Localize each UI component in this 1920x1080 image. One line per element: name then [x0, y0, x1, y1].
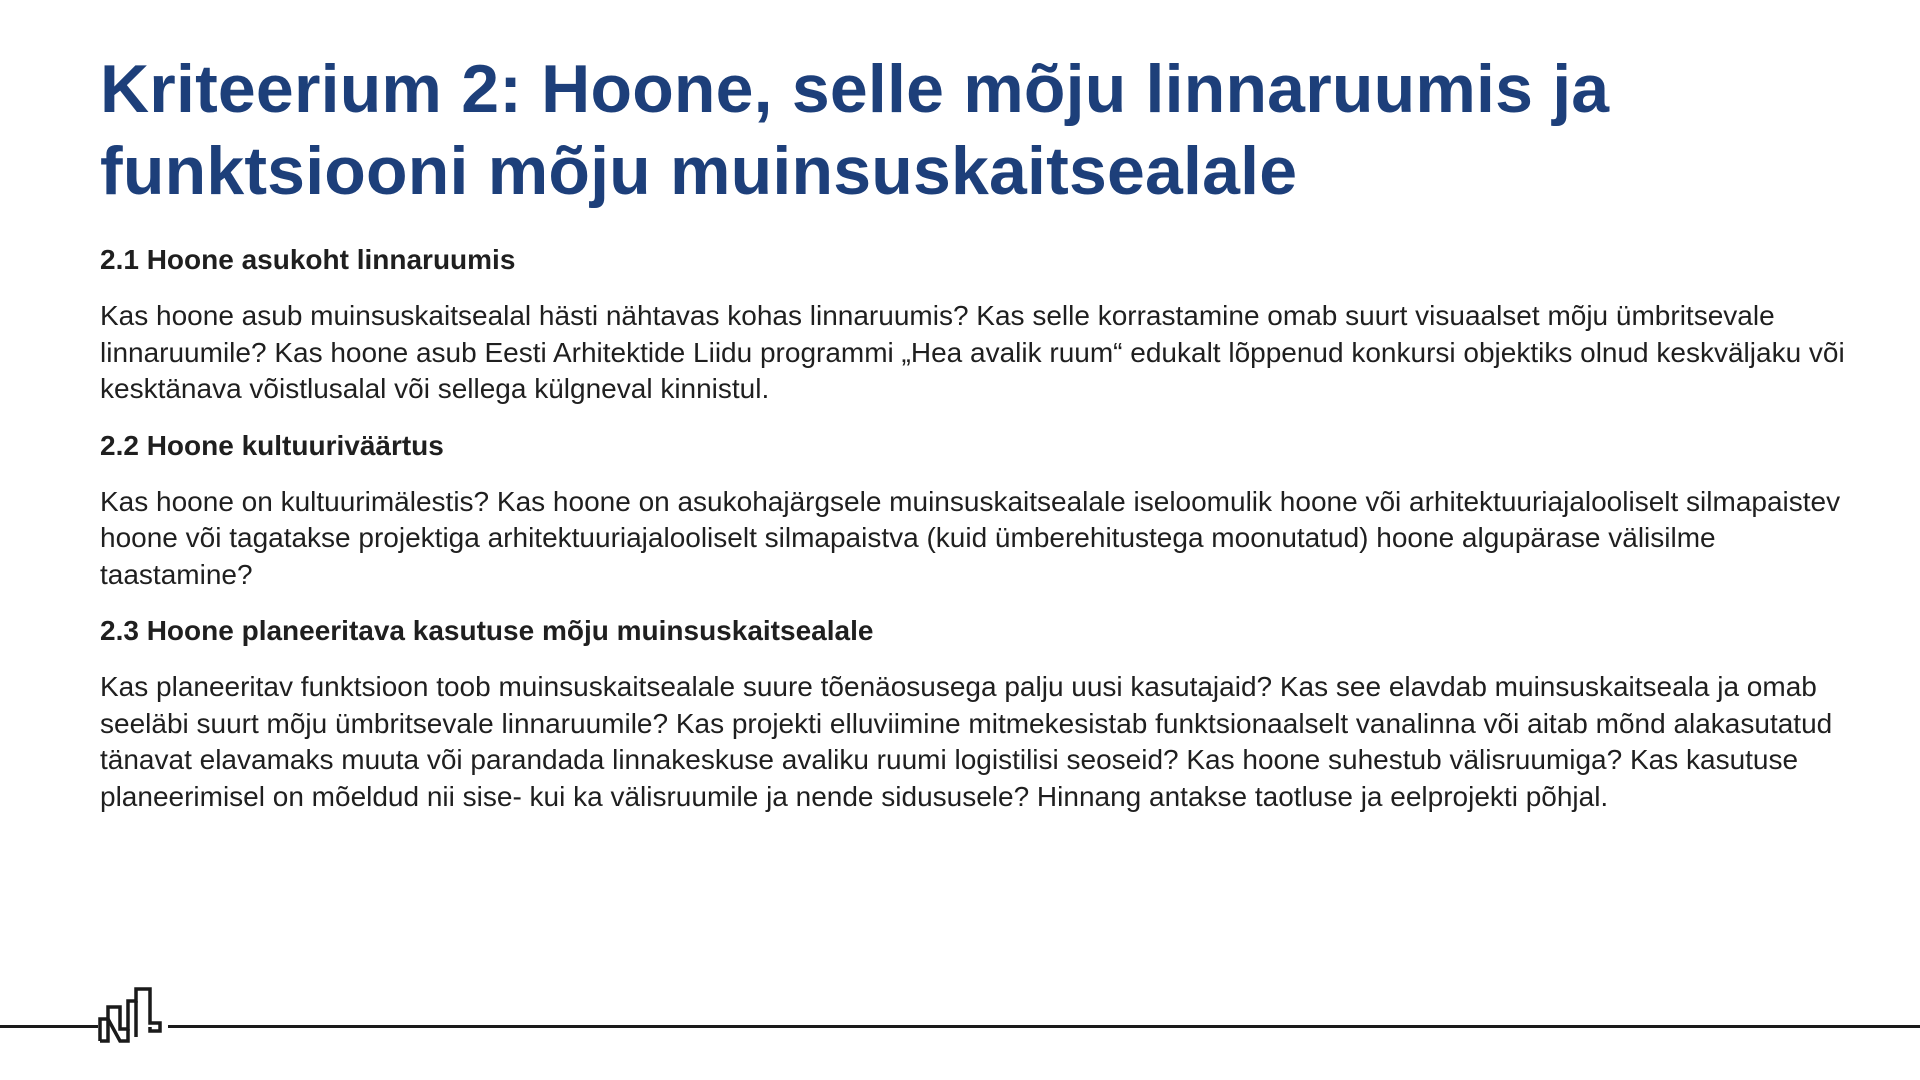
- section-body: Kas hoone asub muinsuskaitsealal hästi nähtavas kohas linnaruumis? Kas selle korrastamine omab suurt visuaalset mõju ümbritsevale linnaruumile? Kas hoone asub Eesti Arhitektide Liidu programmi „Hea avalik ruum“ edukalt lõppenud konkursi objektiks olnud keskväljaku või kesktänava võistlusalal või sellega külgneval kinnistul.: [100, 300, 1845, 404]
- section-body: Kas hoone on kultuurimälestis? Kas hoone on asukohajärgsele muinsuskaitsealale iseloomulik hoone või arhitektuuriajalooliselt silmapaistev hoone või tagatakse projektiga arhitektuuriajalooliselt silmapaistva (kuid ümberehitustega moonutatud) hoone algupärase välisilme taastamine?: [100, 485, 1841, 590]
- slide-content: [100, 242, 1860, 835]
- section-kasutuse-moju: [100, 613, 1860, 815]
- section-asukoht: [100, 242, 1860, 408]
- section-heading: 2.1 Hoone asukoht linnaruumis: [100, 244, 516, 275]
- section-heading: 2.3 Hoone planeeritava kasutuse mõju muinsuskaitsealale: [100, 615, 874, 646]
- section-heading: 2.2 Hoone kultuuriväärtus: [100, 429, 444, 461]
- city-buildings-logo-icon: [98, 987, 168, 1045]
- footer-divider: [0, 1025, 1920, 1028]
- section-body: Kas planeeritav funktsioon toob muinsuskaitsealale suure tõenäosusega palju uusi kasutajaid? Kas see elavdab muinsuskaitseala ja omab seeläbi suurt mõju ümbritsevale linnaruumile? Kas projekti elluviimine mitmekesistab funktsionaalselt vanalinna või aitab mõnd alakasutatud tänavat elavamaks muuta või parandada linnakeskuse avaliku ruumi logistilisi seoseid? Kas hoone suhestub välisruumiga? Kas kasutuse planeerimisel on mõeldud nii sise- kui ka välisruumile ja nende sidususele? Hinnang antakse taotluse ja eelprojekti põhjal.: [100, 671, 1833, 812]
- slide-title: Kriteerium 2: Hoone, selle mõju linnaruumis ja funktsiooni mõju muinsuskaitsealale: [100, 51, 1610, 209]
- section-kultuurivaartus: [100, 428, 1860, 594]
